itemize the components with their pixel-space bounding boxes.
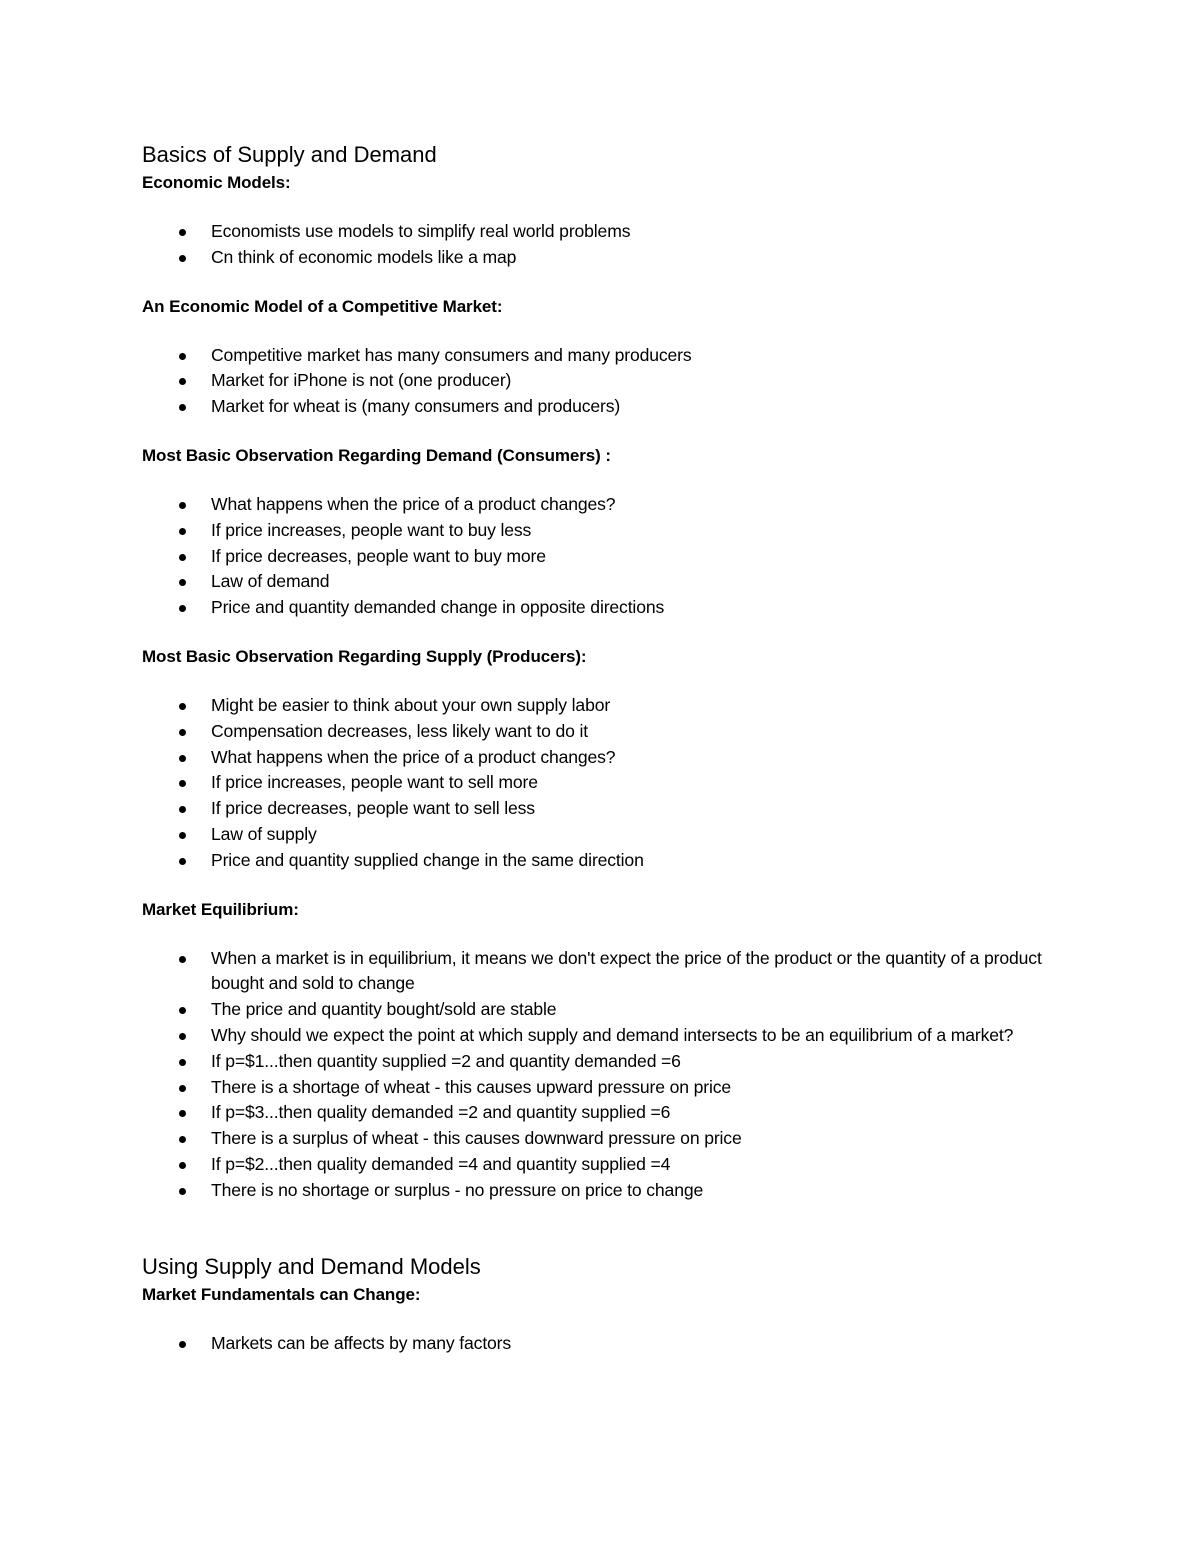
section-title: Using Supply and Demand Models: [142, 1253, 481, 1279]
bullet-list: [142, 343, 1062, 420]
list-item-text: If price decreases, people want to buy more: [211, 545, 546, 566]
list-item: [142, 518, 1062, 544]
subsection-heading: An Economic Model of a Competitive Market:: [142, 296, 503, 316]
bullet-icon: [179, 605, 186, 612]
bullet-icon: [179, 353, 186, 360]
list-item: [142, 770, 1062, 796]
document-page: [142, 140, 1062, 1356]
list-item: [142, 544, 1062, 570]
list-item: [142, 1075, 1062, 1101]
list-item-text: Markets can be affects by many factors: [211, 1332, 512, 1353]
list-item: [142, 1049, 1062, 1075]
list-item-text: What happens when the price of a product changes?: [211, 493, 616, 514]
bullet-icon: [179, 528, 186, 535]
list-item: [142, 1178, 1062, 1204]
section-title: Basics of Supply and Demand: [142, 142, 437, 167]
list-item-text: If price increases, people want to sell more: [211, 772, 538, 793]
list-item: [142, 368, 1062, 394]
list-item: [142, 1023, 1062, 1049]
bullet-icon: [179, 858, 186, 865]
subsection-heading: Economic Models:: [142, 173, 291, 192]
list-item: [142, 796, 1062, 822]
bullet-icon: [179, 703, 186, 710]
list-item-text: Why should we expect the point at which supply and demand intersects to be an equilibrium of a market?: [211, 1024, 1014, 1045]
bullet-icon: [179, 554, 186, 561]
bullet-icon: [179, 1341, 186, 1348]
list-item: [142, 219, 1062, 245]
list-item-text: There is a shortage of wheat - this causes upward pressure on price: [211, 1076, 731, 1097]
list-item-text: If p=$3...then quality demanded =2 and quantity supplied =6: [211, 1102, 671, 1123]
list-item: [142, 245, 1062, 271]
list-item: [142, 997, 1062, 1023]
bullet-icon: [179, 755, 186, 762]
list-item: [142, 1152, 1062, 1178]
list-item-text: There is a surplus of wheat - this causes downward pressure on price: [211, 1128, 742, 1149]
list-item: [142, 745, 1062, 771]
list-item-text: Competitive market has many consumers and many producers: [211, 344, 692, 365]
bullet-icon: [179, 1033, 186, 1040]
bullet-icon: [179, 229, 186, 236]
list-item-text: Law of demand: [211, 571, 330, 592]
list-item-text: The price and quantity bought/sold are stable: [211, 999, 557, 1020]
bullet-list: [142, 1331, 1062, 1357]
list-item: [142, 693, 1062, 719]
bullet-icon: [179, 1007, 186, 1014]
bullet-list: [142, 219, 1062, 271]
list-item: [142, 343, 1062, 369]
subsection-heading: Most Basic Observation Regarding Demand (Consumers) :: [142, 445, 611, 465]
bullet-icon: [179, 806, 186, 813]
bullet-icon: [179, 780, 186, 787]
list-item-text: Price and quantity supplied change in the same direction: [211, 849, 644, 870]
list-item: [142, 719, 1062, 745]
list-item-text: If price increases, people want to buy less: [211, 519, 532, 540]
list-item-text: Economists use models to simplify real world problems: [211, 221, 631, 241]
bullet-icon: [179, 729, 186, 736]
bullet-icon: [179, 579, 186, 586]
list-item-text: Price and quantity demanded change in opposite directions: [211, 597, 665, 618]
list-item: [142, 1331, 1062, 1357]
list-item: [142, 1126, 1062, 1152]
list-item-text: Compensation decreases, less likely want to do it: [211, 720, 588, 741]
list-item-text: When a market is in equilibrium, it means we don't expect the price of the product or the quantity of a product bought and sold to change: [211, 947, 1042, 994]
subsection-heading: Market Equilibrium:: [142, 899, 299, 919]
list-item: [142, 595, 1062, 621]
bullet-icon: [179, 1188, 186, 1195]
list-item: [142, 1100, 1062, 1126]
list-item-text: There is no shortage or surplus - no pressure on price to change: [211, 1179, 704, 1200]
list-item: [142, 394, 1062, 420]
bullet-icon: [179, 1085, 186, 1092]
bullet-icon: [179, 502, 186, 509]
list-item: [142, 822, 1062, 848]
subsection-heading: Most Basic Observation Regarding Supply (Producers):: [142, 646, 587, 666]
list-item-text: If p=$1...then quantity supplied =2 and quantity demanded =6: [211, 1050, 681, 1071]
bullet-icon: [179, 404, 186, 411]
list-item-text: If price decreases, people want to sell less: [211, 798, 535, 819]
list-item-text: Law of supply: [211, 823, 317, 844]
list-item: [142, 569, 1062, 595]
bullet-icon: [179, 832, 186, 839]
list-item: [142, 946, 1062, 998]
list-item-text: Cn think of economic models like a map: [211, 246, 517, 267]
bullet-icon: [179, 378, 186, 385]
bullet-icon: [179, 255, 186, 262]
list-item-text: Might be easier to think about your own supply labor: [211, 694, 611, 715]
list-item: [142, 492, 1062, 518]
subsection-heading: Market Fundamentals can Change:: [142, 1284, 421, 1304]
bullet-icon: [179, 956, 186, 963]
bullet-icon: [179, 1110, 186, 1117]
list-item: [142, 848, 1062, 874]
list-item-text: If p=$2...then quality demanded =4 and quantity supplied =4: [211, 1153, 671, 1174]
bullet-icon: [179, 1136, 186, 1143]
list-item-text: Market for wheat is (many consumers and producers): [211, 396, 621, 417]
bullet-list: [142, 946, 1062, 1204]
list-item-text: Market for iPhone is not (one producer): [211, 370, 512, 391]
bullet-icon: [179, 1162, 186, 1169]
bullet-icon: [179, 1059, 186, 1066]
bullet-list: [142, 693, 1062, 874]
list-item-text: What happens when the price of a product changes?: [211, 746, 616, 767]
bullet-list: [142, 492, 1062, 621]
